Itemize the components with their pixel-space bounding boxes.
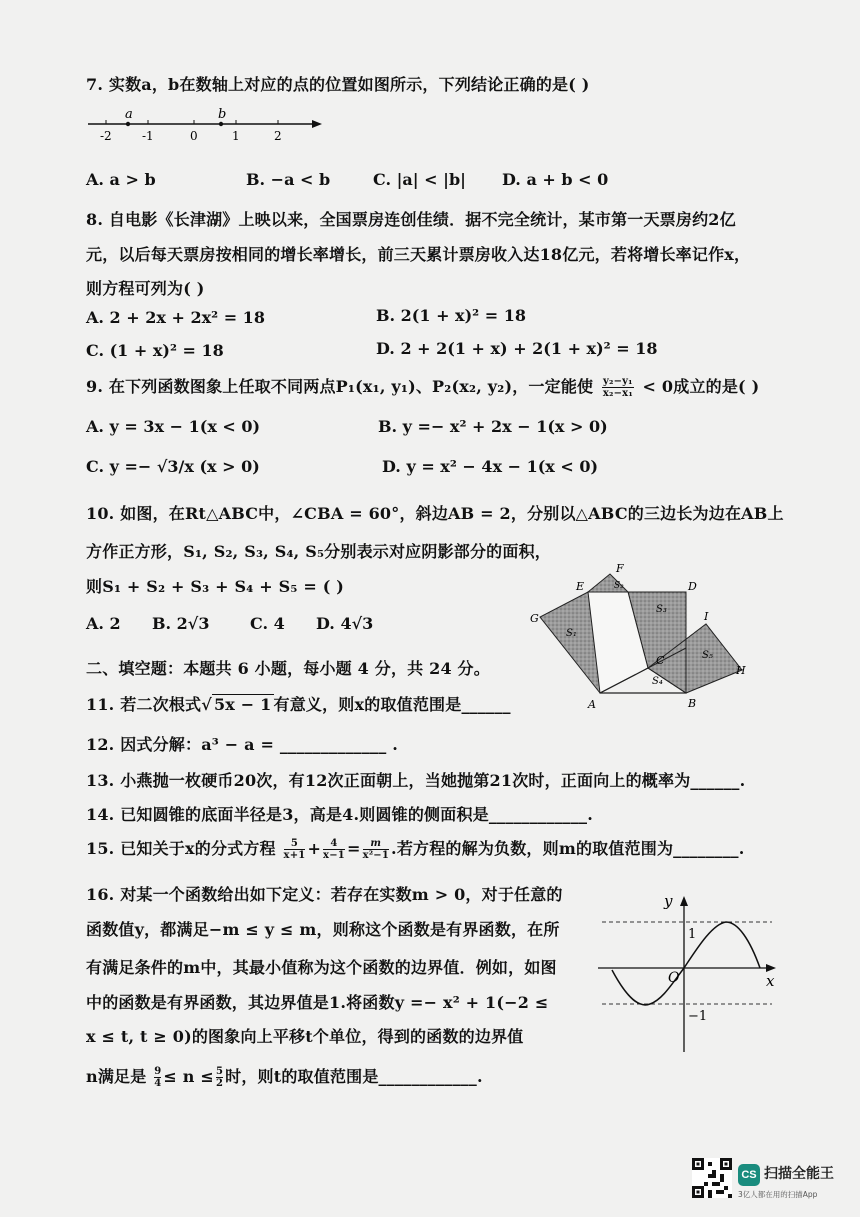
q11-text-a: 11. 若二次根式 (86, 695, 202, 714)
label-b: B (688, 697, 697, 710)
q15-f2-num: 4 (323, 838, 345, 850)
label-s5: S₅ (702, 650, 713, 661)
q11 (86, 692, 511, 715)
bounded-curve (612, 922, 760, 1005)
label-b: b (218, 107, 227, 122)
scanner-app-name: 扫描全能王 (764, 1166, 834, 1182)
q8-option-b: B. 2(1 + x)² = 18 (376, 306, 526, 325)
axis-label-x: x (766, 972, 775, 990)
q12: 12. 因式分解：a³ − a = _____________ . (86, 735, 398, 754)
q10-line1: 10. 如图，在Rt△ABC中，∠CBA = 60°，斜边AB = 2，分别以△ABC的三边长为边在AB上 (86, 504, 784, 523)
q16-ineq-left-den: 4 (154, 1078, 162, 1089)
label-i: I (704, 610, 709, 623)
q9-frac-den: x₂−x₁ (602, 388, 633, 399)
q9-option-b: B. y =− x² + 2x − 1(x > 0) (378, 417, 608, 436)
q16-ineq-right-num: 5 (215, 1066, 224, 1077)
q9-option-a: A. y = 3x − 1(x < 0) (86, 417, 261, 436)
q7-option-d: D. a + b < 0 (502, 170, 609, 189)
q15-f3-den: x²−1 (362, 850, 390, 861)
tick-label: -2 (100, 129, 112, 143)
point-a (126, 122, 130, 126)
q8-line2: 元，以后每天票房按相同的增长率增长，前三天累计票房收入达18亿元，若将增长率记作x， (86, 245, 751, 264)
q7-option-b: B. −a < b (246, 170, 331, 189)
q16-ineq-mid: ≤ n ≤ (163, 1067, 214, 1086)
label-c: C (656, 654, 665, 667)
q8-option-a: A. 2 + 2x + 2x² = 18 (86, 308, 265, 327)
tick-label: 0 (190, 129, 198, 143)
label-a: a (125, 107, 133, 122)
label-s1: S₁ (566, 628, 577, 639)
q8-option-d: D. 2 + 2(1 + x) + 2(1 + x)² = 18 (376, 339, 658, 358)
tick-label-1: 1 (688, 927, 697, 942)
label-s3: S₃ (656, 604, 667, 615)
q16-graph (592, 888, 782, 1058)
q16-line2: 函数值y，都满足−m ≤ y ≤ m，则称这个函数是有界函数，在所 (86, 920, 560, 939)
q15-f1-den: x+1 (283, 850, 306, 861)
point-b (219, 122, 223, 126)
q14: 14. 已知圆锥的底面半径是3，高是4.则圆锥的侧面积是____________. (86, 805, 594, 824)
q10-option-d: D. 4√3 (316, 614, 374, 633)
q11-radicand: 5x − 1 (213, 695, 272, 714)
q16-line6-a: n满足是 (86, 1067, 147, 1086)
origin-label: O (668, 970, 680, 986)
q16-line5: x ≤ t, t ≥ 0)的图象向上平移t个单位，得到的函数的边界值 (86, 1027, 524, 1046)
tick-label-neg1: −1 (688, 1009, 708, 1024)
q8-line3: 则方程可列为( ) (86, 279, 205, 298)
q15-f1-num: 5 (284, 838, 306, 850)
q15: 15. 已知关于x的分式方程 $\frac{5}{x+1}$ + $\frac{4}{x-1}$ = $\frac{m}{\text{x²−1}}$ .若方程的解为负数，则m的取值范围为________. (86, 838, 745, 861)
q9-stem-b: < 0成立的是( ) (642, 377, 760, 396)
q15-text-b: .若方程的解为负数，则m的取值范围为________. (391, 839, 745, 858)
q9-option-c: C. y =− √3/x (x > 0) (86, 457, 260, 476)
q10-option-c: C. 4 (250, 614, 285, 633)
q16-line3: 有满足条件的m中，其最小值称为这个函数的边界值．例如，如图 (86, 958, 557, 977)
q9-option-d: D. y = x² − 4x − 1(x < 0) (382, 457, 599, 476)
sqrt-icon: √ (201, 695, 212, 714)
q15-text-a: 15. 已知关于x的分式方程 (86, 839, 276, 858)
label-s4: S₄ (652, 676, 663, 687)
q8-option-c: C. (1 + x)² = 18 (86, 341, 224, 360)
label-d: D (688, 580, 697, 593)
q11-text-b: 有意义，则x的取值范围是______ (273, 695, 511, 714)
label-a: A (588, 698, 596, 711)
number-line (86, 100, 336, 150)
label-f: F (616, 562, 624, 575)
scanner-watermark (692, 1158, 852, 1206)
q9-stem-a: 9. 在下列函数图象上任取不同两点P₁(x₁, y₁)、P₂(x₂, y₂)，一定能使 (86, 377, 594, 396)
tick-label: 1 (232, 129, 240, 143)
q7-option-a: A. a > b (86, 170, 156, 189)
axis-label-y: y (664, 892, 673, 910)
q8-line1: 8. 自电影《长津湖》上映以来，全国票房连创佳绩．据不完全统计，某市第一天票房约2亿 (86, 210, 736, 229)
q10-option-a: A. 2 (86, 614, 121, 633)
label-h: H (736, 664, 746, 677)
label-g: G (530, 612, 539, 625)
tick-label: -1 (142, 129, 154, 143)
q9-frac-num: y₂−y₁ (603, 376, 633, 387)
q10-figure (528, 560, 758, 712)
q7-stem: 7. 实数a，b在数轴上对应的点的位置如图所示，下列结论正确的是( ) (86, 75, 590, 94)
q10-option-b: B. 2√3 (152, 614, 210, 633)
q16-ineq-left-num: 9 (154, 1066, 162, 1077)
tick-label: 2 (274, 129, 282, 143)
label-e: E (576, 580, 585, 593)
q16-ineq-right-den: 2 (215, 1078, 224, 1089)
label-s2: S₂ (614, 581, 624, 591)
q10-line3: 则S₁ + S₂ + S₃ + S₄ + S₅ = ( ) (86, 577, 345, 596)
q10-line2: 方作正方形，S₁, S₂, S₃, S₄, S₅分别表示对应阴影部分的面积， (86, 542, 551, 561)
q16-line6 (86, 1064, 483, 1089)
qr-code-icon (692, 1158, 732, 1198)
q7-option-c: C. |a| < |b| (373, 170, 466, 189)
q9-stem (86, 374, 759, 399)
q15-f2-den: x−1 (323, 850, 345, 861)
q15-f3-num: m (363, 838, 389, 850)
q13: 13. 小燕抛一枚硬币20次，有12次正面朝上，当她抛第21次时，正面向上的概率为______. (86, 771, 746, 790)
section-2-heading: 二、填空题：本题共 6 小题，每小题 4 分，共 24 分。 (86, 659, 490, 678)
scanner-app-subtitle: 3亿人都在用的扫描App (738, 1190, 818, 1199)
q16-line4: 中的函数是有界函数，其边界值是1.将函数y =− x² + 1(−2 ≤ (86, 993, 549, 1012)
camscanner-logo-icon: CS (738, 1164, 760, 1186)
q16-line6-b: 时，则t的取值范围是____________. (225, 1067, 483, 1086)
q16-line1: 16. 对某一个函数给出如下定义：若存在实数m > 0，对于任意的 (86, 885, 563, 904)
